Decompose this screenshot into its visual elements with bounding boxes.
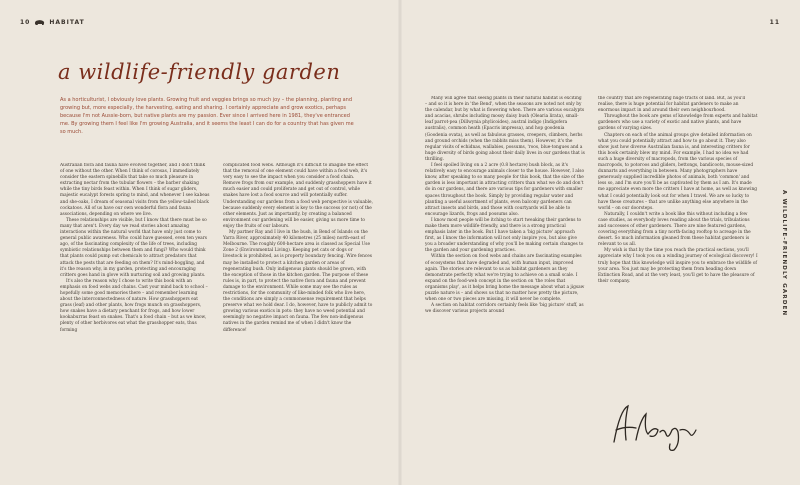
right-page-number: 11 xyxy=(769,19,780,26)
running-title: A WILDLIFE-FRIENDLY GARDEN xyxy=(781,190,787,317)
wombat-icon xyxy=(34,19,45,26)
paragraph: Australian flora and fauna have evolved together, and I don't think of one without the other. When I think of corosas, I immediately consider the eastern spinebills that take so much pleasure in extracting nectar from the tubular flowers – the barber shaking while the tiny birds feast within. When I think of sugar gliders, majestic eucalypt forests spring to mind, and whenever I see kabeas and she-oaks, I dream of seasonal visits from the yellow-tailed black cockatoos. All of us have our own wonderful flora and fauna associations, depending on where we live. xyxy=(60,163,210,217)
left-folio xyxy=(20,19,85,26)
paragraph: Chapters on each of the animal groups give detailed information on what you could potentially attract and how to go about it. They also show just how diverse Australian fauna is, and interesting critters for this book certainly blew my mind. For example, I had no idea we had such a huge diversity of macropods, from the various species of macropods, to potoroos and gliders, bettongs, bandicoots, mouse-sized dunnarts and everything in between. Many photographers have generously supplied incredible photos of animals, both 'common' and less so, and I'm sure you'll be as captivated by them as I am. It's made me appreciate even more the critters I have at home, as well as knowing what I could potentially look out for when I travel. We are so lucky to have these creatures – that are unlike anything else anywhere in the world – on our doorsteps. xyxy=(598,132,757,211)
left-page-number: 10 xyxy=(20,19,31,26)
paragraph: My partner Ray and I live in the bush, in Bend of Islands on the Yarra River, approximately 40 kilometres (25 miles) north-east of Melbourne. The roughly 600-hectare area is classed as Special Use Zone 2 (Environmental Living). Keeping pet cats or dogs or livestock is prohibited, as is property boundary fencing. Wire fences may be installed to protect a kitchen garden or areas of regenerating bush. Only indigenous plants should be grown, with the exception of those in the kitchen garden. The purpose of these rules is, in part, to protect the native flora and fauna and prevent damage to the environment. While some may see the rules as restrictions, for the community of like-minded folk who live here, the conditions are simply a commonsense requirement that helps preserve what we hold dear. I do, however, have to publicly admit to growing various exotics in pots: they have no weed potential and seemingly no negative impact on fauna. The few non-indigenous natives in the garden remind me of when I didn't know the difference! xyxy=(223,230,373,333)
paragraph: These relationships are visible, but I know that there must be so many that aren't. Every day we read stories about amazing interactions within the natural world that have only just come to general public awareness. Who could have guessed, even ten years ago, of the fascinating complexity of the life of trees, including symbiotic relationships between them and fungi? Who would think that plants could pump out chemicals to attract predators that attack the pests that are feeding on them? It's mind-boggling, and it's the reason why, in my garden, protecting and encouraging critters goes hand in glove with nurturing soil and growing plants. xyxy=(60,217,207,278)
paragraph: Within the section on food webs and chains are fascinating examples of ecosystems that have degraded and, with human input, improved again. The stories are relevant to us as habitat gardeners as they demonstrate perfectly what we're trying to achieve on a small scale. I expand on the food-web concept in the section on 'the roles that organisms play', as it helps bring home the message about what a jigsaw puzzle nature is – and shows us that no matter how pretty the picture, when one or two pieces are missing, it will never be complete. xyxy=(425,254,585,303)
paragraph: Naturally, I couldn't write a book like this without including a few case studies, as everybody loves reading about the trials, tribulations and successes of other gardeners. There are nine featured gardens, covering everything from a tiny north-facing rooftop to acreage in the desert. So much information gleaned from these habitat gardeners is relevant to us all. xyxy=(598,211,751,248)
page-gutter xyxy=(398,0,402,485)
paragraph: complicated food webs. Although it's difficult to imagine the effect that the removal of one element could have within a food web, it's very easy to see the impact when you consider a food chain. Remove frogs from our example, and suddenly grasshoppers have it much easier and could proliferate and get out of control, while snakes have lost a food source and will potentially suffer. Understanding our gardens from a food web perspective is valuable, because suddenly every element is key to the success (or not) of the other elements. Just as importantly, by creating a balanced environment our gardening will be easier, giving us more time to enjoy the fruits of our labours. xyxy=(223,163,373,229)
body-column-1 xyxy=(60,163,210,463)
body-column-3 xyxy=(425,96,585,468)
paragraph: Throughout the book are gems of knowledge from experts and habitat gardeners who use a variety of exotic and native plants, and have gardens of varying sizes. xyxy=(598,114,758,132)
paragraph: the country that are regenerating huge tracts of land. But, as you'll realise, there is huge potential for habitat gardeners to make an enormous impact in and around their own neighbourhood. xyxy=(598,96,746,114)
chapter-headline: a wildlife-friendly garden xyxy=(58,60,341,84)
paragraph: My wish is that by the time you reach the practical sections, you'll appreciate why I took you on a winding journey of ecological discovery! I truly hope that this knowledge will inspire you to embrace the wildlife of your area. You just may be protecting them from heading down Extinction Road, and at the very least, you'll get to have the pleasure of their company. xyxy=(598,248,758,284)
paragraph: Many will agree that seeing plants in their natural habitat is exciting – and so it is here in 'the Bend', when the seasons are noted not only by the calendar, but by what is flowering when. There are various eucalypts and acacias, shrubs including mossy daisy bush (Olearia lirata), small-leaf parrot-pea (Dillwynia phylicoides), austral indigo (Indigofera australis), common heath (Epacris impressa), and hop goodenia (Goodenia ovata), as well as fabulous grasses, creepers, climbers, herbs and ground orchids (when the rabbits miss them). However, it's the regular visits of echidnas, wallabies, possums, 'roos, blue-tongues and a huge diversity of birds going about their daily lives in our gardens that is thrilling. xyxy=(425,96,585,162)
body-column-4 xyxy=(598,96,758,396)
body-column-2 xyxy=(223,163,373,463)
author-signature xyxy=(606,400,701,455)
paragraph: I know most people will be itching to start tweaking their gardens to make them more wildlife-friendly, and there is a strong practical emphasis later in the book. But I have taken a 'big picture' approach first, as I know the information will not only inspire you, but also give you a broader understanding of why you'll be making certain changes to the garden and your gardening practices. xyxy=(425,217,584,254)
intro-paragraph: As a horticulturist, I obviously love plants. Growing fruit and veggies brings so much joy – the planning, planting and growing but, more especially, the harvesting, eating and sharing. I certainly appreciate and grow exotics, perhaps because I'm not Aussie-born, but native plants are my passion. Ever since I arrived here in 1981, they've entranced me. By growing them I feel like I'm growing Australia, and it seems the least I can do for a country that has given me so much. xyxy=(60,97,354,135)
left-section-label: HABITAT xyxy=(49,19,85,26)
paragraph: It's also the reason why I chose to write this book with an emphasis on food webs and chains. Cast your mind back to school – hopefully some good memories there – and remember learning about the interconnectedness of nature. How grasshoppers eat grass (leaf) and other plants, how frogs munch on grasshoppers, how snakes have a dietary penchant for frogs, and how lower kookaburras feast on snakes. That's a food chain – but as we know, plenty of other herbivores eat what the grasshopper eats, thus forming xyxy=(60,278,208,333)
paragraph: A section on habitat corridors certainly feels like 'big picture' stuff, as we discover various projects around xyxy=(425,303,584,315)
right-folio xyxy=(770,19,780,26)
paragraph: I feel spoiled living on a 2 acre (0.8 hectare) bush block, as it's relatively easy to encourage animals closer to the house. However, I also know, after speaking to so many people for this book, that the size of the garden is less important in attracting critters than what we do and don't do in our gardens, and there are various tips for gardeners with smaller spaces throughout the book. Simply by providing regular water and planting a useful assortment of plants, even balcony gardeners can attract insects and birds, and those with courtyards will be able to encourage lizards, frogs and possums also. xyxy=(425,163,585,217)
